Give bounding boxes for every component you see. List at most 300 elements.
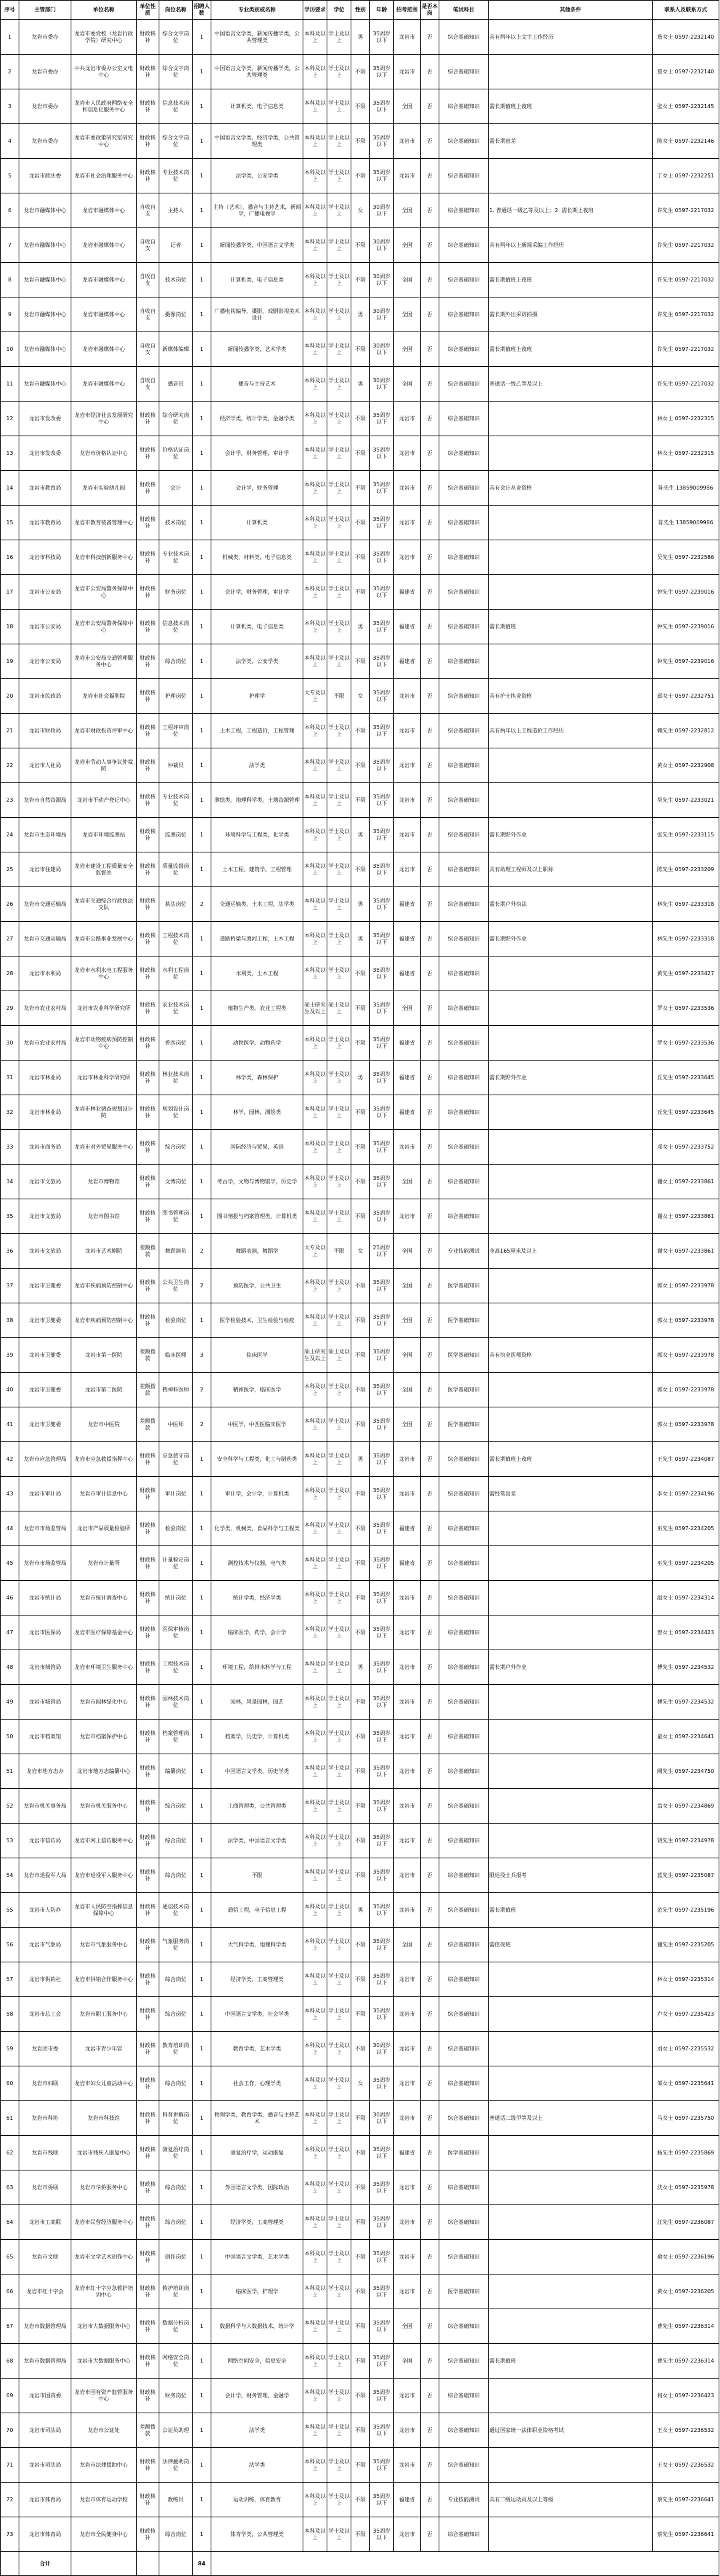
cell-count: 1 [193,2136,211,2170]
cell-post: 综合岗位 [159,1130,193,1165]
cell-other: 需长期值班上夜班 [489,263,653,297]
cell-unit: 龙岩市环境监测站 [71,818,137,852]
cell-major: 精神医学，临床医学 [211,1373,303,1407]
cell-other [489,575,653,610]
cell-major: 考古学，文物与博物馆学，历史学 [211,1165,303,1199]
cell-self: 否 [421,610,439,644]
cell-edu: 本科及以上 [303,332,327,367]
cell-major: 化学类，机械类，食品科学与工程类 [211,1511,303,1546]
cell-major: 审计学，会计学，计算机类 [211,1477,303,1511]
cell-no: 24 [1,818,19,852]
cell-nature: 财政核补 [137,1997,159,2032]
cell-self: 否 [421,783,439,818]
cell-other: 需长期出差 [489,124,653,159]
cell-range: 全国 [394,193,421,228]
cell-exam: 综合基础知识 [439,1789,489,1824]
cell-degree: 学士及以上 [327,1269,351,1303]
cell-dept: 龙岩市财政局 [19,714,71,748]
cell-exam: 综合基础知识 [439,1720,489,1754]
cell-range: 龙岩市 [394,1199,421,1234]
cell-gender: 不限 [351,644,370,679]
cell-self: 否 [421,367,439,402]
cell-degree: 硕士及以上 [327,991,351,1026]
cell-edu: 本科及以上 [303,55,327,89]
cell-post: 兽医岗位 [159,1026,193,1061]
cell-unit: 龙岩市社会福利院 [71,679,137,714]
cell-edu: 本科及以上 [303,2448,327,2483]
cell-age: 35周岁以下 [370,2205,394,2240]
cell-degree: 学士及以上 [327,1026,351,1061]
cell-count: 1 [193,1442,211,1477]
cell-age: 30周岁以下 [370,332,394,367]
cell-self: 否 [421,991,439,1026]
table-row [1,402,719,436]
cell-major: 图书情报与档案管理类，计算机类 [211,1199,303,1234]
cell-other: 需长期野外作业 [489,922,653,956]
cell-age: 35周岁以下 [370,506,394,540]
cell-edu: 本科及以上 [303,1824,327,1858]
cell-degree: 学士及以上 [327,297,351,332]
cell-exam: 综合基础知识 [439,89,489,124]
cell-nature: 财政核补 [137,956,159,991]
cell-post: 救护培训岗位 [159,2275,193,2309]
cell-age: 35周岁以下 [370,1477,394,1511]
table-row [1,1511,719,1546]
cell-gender: 不限 [351,1616,370,1650]
cell-no: 54 [1,1858,19,1893]
cell-other: 身高165厘米及以上 [489,1234,653,1269]
cell-self: 否 [421,2309,439,2344]
cell-unit: 龙岩市民营经济服务中心 [71,2205,137,2240]
cell-count: 1 [193,1199,211,1234]
cell-exam: 综合基础知识 [439,367,489,402]
cell-count: 1 [193,2309,211,2344]
cell-unit: 龙岩市妇女儿童活动中心 [71,2066,137,2101]
cell-contact: 王先生 0597-2234087 [653,1442,719,1477]
cell-major: 广播电视编导，摄影，戏剧影视美术设计 [211,297,303,332]
cell-gender: 不限 [351,1199,370,1234]
cell-no: 50 [1,1720,19,1754]
cell-contact: 郭女士 0597-2233978 [653,1303,719,1338]
cell-no: 48 [1,1650,19,1685]
table-row [1,2275,719,2309]
cell-degree: 学士及以上 [327,783,351,818]
cell-contact: 张女士 0597-2232145 [653,89,719,124]
cell-dept: 龙岩市妇联 [19,2066,71,2101]
cell-other [489,748,653,783]
cell-major: 新闻传播学类，中国语言文学类 [211,228,303,263]
cell-dept: 龙岩市卫健委 [19,1338,71,1373]
cell-contact: 俞女士 0597-2236196 [653,2240,719,2275]
cell-unit: 龙岩市财政投资评审中心 [71,714,137,748]
cell-age: 30周岁以下 [370,297,394,332]
cell-no: 16 [1,540,19,575]
cell-other [489,2379,653,2413]
cell-edu: 本科及以上 [303,783,327,818]
cell-major: 法学类，中国语言文学类 [211,1824,303,1858]
cell-post: 综合岗位 [159,2517,193,2552]
cell-major: 林学类，森林保护 [211,1061,303,1095]
cell-degree: 学士及以上 [327,2483,351,2517]
cell-dept: 龙岩市数据管理局 [19,2344,71,2379]
cell-degree: 学士及以上 [327,1824,351,1858]
cell-dept: 龙岩市人社局 [19,748,71,783]
cell-no: 18 [1,610,19,644]
cell-count: 1 [193,1026,211,1061]
table-row [1,1754,719,1789]
cell-count: 1 [193,297,211,332]
total-count: 84 [193,2552,211,2576]
cell-post: 文博岗位 [159,1165,193,1199]
cell-self: 否 [421,1442,439,1477]
cell-unit: 龙岩市残疾人康复中心 [71,2136,137,2170]
cell-range: 全国 [394,1269,421,1303]
cell-exam: 综合基础知识 [439,1026,489,1061]
header-self: 是否本岗 [421,1,439,20]
cell-dept: 龙岩市市场监管局 [19,1511,71,1546]
cell-no: 69 [1,2379,19,2413]
cell-nature: 财政核补 [137,55,159,89]
table-row [1,1095,719,1130]
cell-major: 新闻传播学类，艺术学类 [211,332,303,367]
cell-exam: 综合基础知识 [439,1511,489,1546]
cell-nature: 财政核补 [137,1061,159,1095]
cell-edu: 本科及以上 [303,2344,327,2379]
cell-exam: 综合基础知识 [439,1442,489,1477]
cell-other: 具有二级运动员及以上等级 [489,2483,653,2517]
cell-nature: 财政核补 [137,1199,159,1234]
cell-nature: 自收自支 [137,297,159,332]
cell-degree: 学士及以上 [327,436,351,471]
cell-exam: 综合基础知识 [439,1095,489,1130]
cell-degree: 学士及以上 [327,2136,351,2170]
cell-exam: 综合基础知识 [439,20,489,55]
cell-unit: 龙岩市委政策研究室研究中心 [71,124,137,159]
cell-count: 1 [193,2066,211,2101]
cell-range: 全国 [394,263,421,297]
cell-edu: 本科及以上 [303,263,327,297]
cell-age: 35周岁以下 [370,922,394,956]
cell-post: 新媒体编辑 [159,332,193,367]
cell-major: 工商管理类，公共管理类 [211,1789,303,1824]
cell-no: 42 [1,1442,19,1477]
cell-other [489,436,653,471]
cell-edu: 本科及以上 [303,644,327,679]
cell-major: 土木工程，建筑学，工程管理 [211,852,303,887]
cell-post: 医保审核岗位 [159,1616,193,1650]
cell-range: 龙岩市 [394,1581,421,1616]
cell-dept: 龙岩市体育局 [19,2517,71,2552]
cell-dept: 龙岩市人防办 [19,1893,71,1928]
cell-age: 35周岁以下 [370,2483,394,2517]
cell-unit: 龙岩市经济社会发展研究中心 [71,402,137,436]
cell-post: 综合岗位 [159,644,193,679]
cell-contact: 陈先生 13859009986 [653,471,719,506]
cell-edu: 本科及以上 [303,1511,327,1546]
cell-contact: 谢先生 0597-2235205 [653,1928,719,1962]
cell-major: 会计学，财务管理，审计学 [211,436,303,471]
cell-gender: 女 [351,2066,370,2101]
cell-age: 35周岁以下 [370,124,394,159]
cell-self: 否 [421,228,439,263]
cell-contact: 王女士 0597-2236532 [653,2413,719,2448]
cell-major: 法学类，公安学类 [211,644,303,679]
cell-unit: 龙岩市人民防空指挥信息保障中心 [71,1893,137,1928]
cell-edu: 本科及以上 [303,1581,327,1616]
cell-no: 11 [1,367,19,402]
cell-self: 否 [421,1685,439,1720]
cell-count: 1 [193,1130,211,1165]
cell-other [489,1026,653,1061]
cell-degree: 学士及以上 [327,159,351,193]
cell-age: 35周岁以下 [370,1442,394,1477]
cell-edu: 本科及以上 [303,89,327,124]
cell-range: 全国 [394,1338,421,1373]
cell-age: 35周岁以下 [370,1650,394,1685]
cell-major: 社会工作，心理学类 [211,2066,303,2101]
cell-contact: 丘先生 0597-2233645 [653,1061,719,1095]
cell-nature: 财政核补 [137,2309,159,2344]
cell-self: 否 [421,2136,439,2170]
cell-gender: 不限 [351,1720,370,1754]
cell-exam: 综合基础知识 [439,2413,489,2448]
cell-age: 35周岁以下 [370,1581,394,1616]
cell-dept: 龙岩市医保局 [19,1616,71,1650]
cell-no: 57 [1,1962,19,1997]
cell-self: 否 [421,2379,439,2413]
cell-exam: 综合基础知识 [439,2517,489,2552]
cell-self: 否 [421,2205,439,2240]
cell-contact: 刘女士 0597-2235532 [653,2032,719,2066]
cell-post: 应急值守岗位 [159,1442,193,1477]
cell-no: 15 [1,506,19,540]
cell-gender: 不限 [351,2170,370,2205]
cell-unit: 龙岩市全民健身中心 [71,2517,137,2552]
cell-post: 农业技术岗位 [159,991,193,1026]
cell-count: 1 [193,852,211,887]
cell-post: 综合研究岗位 [159,402,193,436]
cell-dept: 龙岩市市场监管局 [19,1546,71,1581]
cell-unit: 龙岩市第一医院 [71,1338,137,1373]
cell-gender: 不限 [351,2136,370,2170]
cell-contact: 马女士 0597-2235750 [653,2101,719,2136]
cell-self: 否 [421,2066,439,2101]
cell-age: 35周岁以下 [370,1928,394,1962]
cell-dept: 龙岩市发改委 [19,436,71,471]
cell-unit: 龙岩市农业科学研究所 [71,991,137,1026]
cell-contact: 江先生 0597-2236087 [653,2205,719,2240]
cell-exam: 综合基础知识 [439,714,489,748]
table-row [1,263,719,297]
cell-gender: 不限 [351,956,370,991]
cell-contact: 钟先生 0597-2239016 [653,644,719,679]
cell-dept: 龙岩市农业农村局 [19,991,71,1026]
cell-degree: 学士及以上 [327,55,351,89]
cell-unit: 龙岩市中医院 [71,1407,137,1442]
cell-count: 1 [193,818,211,852]
cell-post: 财务岗位 [159,2379,193,2413]
cell-age: 35周岁以下 [370,1720,394,1754]
cell-count: 1 [193,1754,211,1789]
cell-other: 需长期值班 [489,610,653,644]
cell-post: 教育培训岗位 [159,2032,193,2066]
cell-age: 35周岁以下 [370,2309,394,2344]
cell-range: 龙岩市 [394,1130,421,1165]
cell-major: 临床医学，护理学 [211,2275,303,2309]
cell-count: 1 [193,1165,211,1199]
cell-gender: 男 [351,367,370,402]
cell-unit: 龙岩市法律援助中心 [71,2448,137,2483]
cell-self: 否 [421,20,439,55]
cell-degree: 学士及以上 [327,1858,351,1893]
cell-unit: 龙岩市价格认证中心 [71,436,137,471]
cell-count: 1 [193,2275,211,2309]
cell-other: 具有护士执业资格 [489,679,653,714]
cell-dept: 龙岩市卫健委 [19,1303,71,1338]
cell-range: 全国 [394,1234,421,1269]
cell-other [489,2205,653,2240]
cell-nature: 财政核补 [137,610,159,644]
total-blank [1,2552,19,2576]
cell-major: 外国语言文学类，国际政治 [211,2170,303,2205]
table-row [1,506,719,540]
cell-dept: 龙岩市侨联 [19,2170,71,2205]
cell-range: 福建省 [394,922,421,956]
cell-nature: 财政核补 [137,124,159,159]
cell-unit: 龙岩市统计调查中心 [71,1581,137,1616]
cell-other: 通过国家统一法律职业资格考试 [489,2413,653,2448]
cell-edu: 本科及以上 [303,2032,327,2066]
cell-unit: 龙岩市林业科学研究所 [71,1061,137,1095]
cell-contact: 詹女士 0597-2232140 [653,55,719,89]
cell-major: 经济学类，工商管理类 [211,1962,303,1997]
table-row [1,2101,719,2136]
cell-other [489,991,653,1026]
cell-dept: 龙岩市融媒体中心 [19,263,71,297]
cell-contact: 林女士 0597-2232315 [653,402,719,436]
cell-unit: 龙岩市融媒体中心 [71,332,137,367]
cell-gender: 不限 [351,748,370,783]
cell-count: 1 [193,2413,211,2448]
cell-exam: 综合基础知识 [439,610,489,644]
cell-nature: 财政核补 [137,1754,159,1789]
cell-gender: 不限 [351,1373,370,1407]
cell-age: 30周岁以下 [370,228,394,263]
cell-other [489,55,653,89]
cell-gender: 不限 [351,124,370,159]
cell-self: 否 [421,2240,439,2275]
cell-edu: 本科及以上 [303,228,327,263]
cell-gender: 不限 [351,2205,370,2240]
cell-major: 护理学 [211,679,303,714]
cell-no: 63 [1,2170,19,2205]
cell-edu: 本科及以上 [303,1685,327,1720]
cell-major: 体育学类，公共管理类 [211,2517,303,2552]
cell-degree: 学士及以上 [327,89,351,124]
cell-no: 62 [1,2136,19,2170]
cell-edu: 本科及以上 [303,1130,327,1165]
cell-other: 具有两年以上工程造价工作经历 [489,714,653,748]
cell-contact: 何女士 0597-2236423 [653,2379,719,2413]
cell-contact: 温女士 0597-2234314 [653,1581,719,1616]
cell-post: 综合岗位 [159,1962,193,1997]
cell-self: 否 [421,1165,439,1199]
cell-range: 龙岩市 [394,679,421,714]
cell-edu: 本科及以上 [303,540,327,575]
cell-range: 龙岩市 [394,2240,421,2275]
cell-dept: 龙岩市政法委 [19,159,71,193]
cell-nature: 自收自支 [137,193,159,228]
cell-contact: 曹先生 0597-2236314 [653,2309,719,2344]
cell-other [489,2448,653,2483]
cell-count: 1 [193,1997,211,2032]
cell-exam: 综合基础知识 [439,1477,489,1511]
cell-gender: 女 [351,679,370,714]
cell-edu: 本科及以上 [303,852,327,887]
cell-gender: 不限 [351,471,370,506]
cell-nature: 财政核补 [137,714,159,748]
cell-exam: 医学基础知识 [439,1338,489,1373]
cell-no: 29 [1,991,19,1026]
cell-range: 龙岩市 [394,818,421,852]
cell-range: 龙岩市 [394,2413,421,2448]
cell-nature: 财政核补 [137,1616,159,1650]
cell-exam: 综合基础知识 [439,263,489,297]
table-row [1,610,719,644]
cell-age: 30周岁以下 [370,2101,394,2136]
cell-major: 中国语言文学类，新闻传播学类，公共管理类 [211,55,303,89]
cell-self: 否 [421,1373,439,1407]
cell-degree: 学士及以上 [327,2448,351,2483]
cell-nature: 自收自支 [137,263,159,297]
cell-count: 1 [193,124,211,159]
cell-no: 67 [1,2309,19,2344]
cell-major: 安全科学与工程类，化工与制药类 [211,1442,303,1477]
cell-degree: 学士及以上 [327,2032,351,2066]
cell-degree: 学士及以上 [327,2240,351,2275]
cell-no: 72 [1,2483,19,2517]
cell-self: 否 [421,1095,439,1130]
header-nature: 单位性质 [137,1,159,20]
cell-count: 1 [193,332,211,367]
cell-unit: 龙岩市档案保护中心 [71,1720,137,1754]
cell-major: 中国语言文学类，艺术学类 [211,2240,303,2275]
cell-dept: 龙岩市档案馆 [19,1720,71,1754]
cell-age: 30周岁以下 [370,263,394,297]
table-row [1,1061,719,1095]
cell-degree: 学士及以上 [327,2344,351,2379]
cell-major: 水利类，土木工程 [211,956,303,991]
cell-range: 全国 [394,89,421,124]
cell-other [489,1962,653,1997]
cell-other: 具有助理工程师及以上职称 [489,852,653,887]
cell-self: 否 [421,922,439,956]
cell-contact: 巫先生 0597-2234205 [653,1546,719,1581]
cell-count: 1 [193,89,211,124]
cell-exam: 综合基础知识 [439,2344,489,2379]
cell-degree: 学士及以上 [327,2066,351,2101]
cell-gender: 不限 [351,1477,370,1511]
cell-gender: 不限 [351,1026,370,1061]
table-row [1,956,719,991]
table-row [1,2136,719,2170]
cell-edu: 本科及以上 [303,402,327,436]
cell-exam: 综合基础知识 [439,1199,489,1234]
cell-post: 公证员助理 [159,2413,193,2448]
cell-self: 否 [421,297,439,332]
cell-range: 龙岩市 [394,1858,421,1893]
cell-nature: 财政核补 [137,1477,159,1511]
